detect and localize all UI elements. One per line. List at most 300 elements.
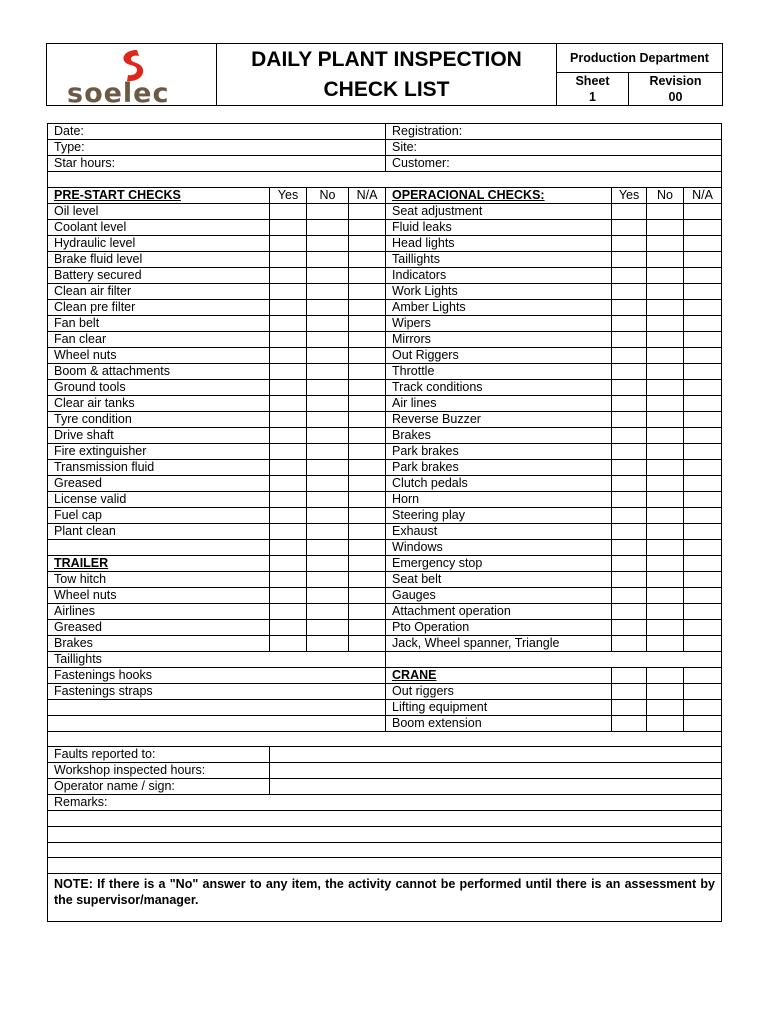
site-field[interactable]: Site: xyxy=(386,140,722,156)
right-no-box[interactable] xyxy=(647,619,684,635)
title-line-2: CHECK LIST xyxy=(323,77,450,101)
table-row xyxy=(48,172,722,188)
right-na-box[interactable] xyxy=(684,427,722,443)
faults-input[interactable] xyxy=(270,747,722,763)
left-no-box[interactable] xyxy=(307,219,349,235)
table-row xyxy=(48,443,722,459)
left-yes-box[interactable] xyxy=(270,411,307,427)
sheet-label: Sheet xyxy=(575,73,610,88)
left-yes-box[interactable] xyxy=(270,315,307,331)
left-no-box[interactable] xyxy=(307,283,349,299)
left-no-box[interactable] xyxy=(307,571,349,587)
right-no-box[interactable] xyxy=(647,699,684,715)
remarks-line[interactable] xyxy=(48,858,722,874)
right-no-box[interactable] xyxy=(647,683,684,699)
sheet-info xyxy=(557,72,629,105)
revision-label: Revision xyxy=(649,73,702,88)
left-no-box[interactable] xyxy=(307,331,349,347)
right-na-box[interactable] xyxy=(684,235,722,251)
sheet-value: 1 xyxy=(589,89,596,104)
right-yes-box[interactable] xyxy=(612,699,647,715)
left-no-box[interactable] xyxy=(307,555,349,571)
title-line-1: DAILY PLANT INSPECTION xyxy=(251,47,522,71)
right-yes-box[interactable] xyxy=(612,347,647,363)
table-row xyxy=(48,251,722,267)
table-row xyxy=(48,427,722,443)
left-no-box[interactable] xyxy=(307,235,349,251)
right-na-box[interactable] xyxy=(684,315,722,331)
right-yes-box[interactable] xyxy=(612,539,647,555)
left-na-box[interactable] xyxy=(349,635,386,651)
left-yes-box[interactable] xyxy=(270,587,307,603)
right-na-box[interactable] xyxy=(684,363,722,379)
left-yes-box[interactable] xyxy=(270,507,307,523)
document-title xyxy=(217,44,557,105)
right-na-box[interactable] xyxy=(684,475,722,491)
table-row xyxy=(48,619,722,635)
right-na-box[interactable] xyxy=(684,299,722,315)
right-no-box[interactable] xyxy=(647,715,684,731)
table-row xyxy=(48,827,722,843)
table-row xyxy=(48,842,722,858)
right-na-box[interactable] xyxy=(684,699,722,715)
pre-start-item-label: Plant clean xyxy=(48,523,270,539)
right-no-box[interactable] xyxy=(647,603,684,619)
left-na-box[interactable] xyxy=(349,603,386,619)
left-na-box[interactable] xyxy=(349,443,386,459)
operational-item-label: Clutch pedals xyxy=(386,475,612,491)
right-yes-box[interactable] xyxy=(612,603,647,619)
left-no-box[interactable] xyxy=(307,523,349,539)
operational-item-label: Pto Operation xyxy=(386,619,612,635)
right-na-box[interactable] xyxy=(684,331,722,347)
left-no-box[interactable] xyxy=(307,347,349,363)
left-na-box[interactable] xyxy=(349,219,386,235)
right-na-box[interactable] xyxy=(684,443,722,459)
na-column-header: N/A xyxy=(349,187,386,203)
left-na-box[interactable] xyxy=(349,427,386,443)
right-no-box[interactable] xyxy=(647,315,684,331)
left-no-box[interactable] xyxy=(307,603,349,619)
right-yes-box[interactable] xyxy=(612,299,647,315)
blank-label xyxy=(48,539,270,555)
crane-heading: CRANE xyxy=(386,667,612,683)
table-row xyxy=(48,587,722,603)
left-no-box[interactable] xyxy=(307,203,349,219)
table-row xyxy=(48,124,722,140)
trailer-item-label: Fastenings hooks xyxy=(48,667,386,683)
pre-start-item-label: Fan clear xyxy=(48,331,270,347)
operational-item-label: Indicators xyxy=(386,267,612,283)
table-row xyxy=(48,283,722,299)
table-row xyxy=(48,858,722,874)
left-yes-box[interactable] xyxy=(270,555,307,571)
empty-left-cell xyxy=(48,715,386,731)
pre-start-item-label: Wheel nuts xyxy=(48,347,270,363)
table-row xyxy=(48,363,722,379)
table-row xyxy=(48,140,722,156)
left-yes-box[interactable] xyxy=(270,603,307,619)
pre-start-item-label: Fuel cap xyxy=(48,507,270,523)
remarks-line[interactable] xyxy=(48,842,722,858)
left-yes-box[interactable] xyxy=(270,619,307,635)
right-no-box[interactable] xyxy=(647,379,684,395)
remarks-line[interactable] xyxy=(48,827,722,843)
right-yes-box[interactable] xyxy=(612,235,647,251)
right-na-box[interactable] xyxy=(684,459,722,475)
operational-item-label: Out riggers xyxy=(386,683,612,699)
left-no-box[interactable] xyxy=(307,411,349,427)
right-no-box[interactable] xyxy=(647,267,684,283)
left-no-box[interactable] xyxy=(307,459,349,475)
right-yes-box[interactable] xyxy=(612,571,647,587)
left-yes-box[interactable] xyxy=(270,251,307,267)
table-row xyxy=(48,475,722,491)
right-na-box[interactable] xyxy=(684,539,722,555)
left-no-box[interactable] xyxy=(307,475,349,491)
left-na-box[interactable] xyxy=(349,299,386,315)
left-na-box[interactable] xyxy=(349,475,386,491)
right-na-box[interactable] xyxy=(684,283,722,299)
left-yes-box[interactable] xyxy=(270,347,307,363)
right-yes-box[interactable] xyxy=(612,395,647,411)
left-no-box[interactable] xyxy=(307,507,349,523)
right-na-box[interactable] xyxy=(684,267,722,283)
operational-item-label: Park brakes xyxy=(386,459,612,475)
right-yes-box[interactable] xyxy=(612,219,647,235)
right-no-box[interactable] xyxy=(647,667,684,683)
right-na-box[interactable] xyxy=(684,507,722,523)
right-na-box[interactable] xyxy=(684,203,722,219)
left-yes-box[interactable] xyxy=(270,395,307,411)
trailer-heading: TRAILER xyxy=(48,555,270,571)
right-no-box[interactable] xyxy=(647,411,684,427)
left-na-box[interactable] xyxy=(349,203,386,219)
right-yes-box[interactable] xyxy=(612,411,647,427)
right-no-box[interactable] xyxy=(647,427,684,443)
table-row xyxy=(48,187,722,203)
registration-field[interactable]: Registration: xyxy=(386,124,722,140)
right-no-box[interactable] xyxy=(647,507,684,523)
table-row xyxy=(48,811,722,827)
left-yes-box[interactable] xyxy=(270,331,307,347)
operational-item-label: Horn xyxy=(386,491,612,507)
right-yes-box[interactable] xyxy=(612,283,647,299)
right-yes-box[interactable] xyxy=(612,427,647,443)
right-yes-box[interactable] xyxy=(612,555,647,571)
table-row xyxy=(48,507,722,523)
operational-item-label: Seat adjustment xyxy=(386,203,612,219)
pre-start-item-label: Clean pre filter xyxy=(48,299,270,315)
pre-start-item-label: Brakes xyxy=(48,635,270,651)
right-na-box[interactable] xyxy=(684,219,722,235)
left-no-box[interactable] xyxy=(307,619,349,635)
right-na-box[interactable] xyxy=(684,251,722,267)
right-yes-box[interactable] xyxy=(612,203,647,219)
left-no-box[interactable] xyxy=(307,379,349,395)
table-row xyxy=(48,667,722,683)
right-yes-box[interactable] xyxy=(612,667,647,683)
right-yes-box[interactable] xyxy=(612,331,647,347)
left-na-box[interactable] xyxy=(349,283,386,299)
table-row xyxy=(48,715,722,731)
right-no-box[interactable] xyxy=(647,587,684,603)
logo xyxy=(47,44,217,109)
right-yes-box[interactable] xyxy=(612,683,647,699)
table-row xyxy=(48,635,722,651)
table-row xyxy=(48,523,722,539)
right-no-box[interactable] xyxy=(647,251,684,267)
table-row xyxy=(48,411,722,427)
operational-item-label: Park brakes xyxy=(386,443,612,459)
right-na-box[interactable] xyxy=(684,395,722,411)
right-yes-box[interactable] xyxy=(612,635,647,651)
left-no-box[interactable] xyxy=(307,395,349,411)
right-na-box[interactable] xyxy=(684,571,722,587)
left-na-box[interactable] xyxy=(349,267,386,283)
faults-label: Faults reported to: xyxy=(48,747,270,763)
right-na-box[interactable] xyxy=(684,603,722,619)
pre-start-item-label: Ground tools xyxy=(48,379,270,395)
right-no-box[interactable] xyxy=(647,491,684,507)
remarks-line[interactable] xyxy=(48,811,722,827)
star-hours-field[interactable]: Star hours: xyxy=(48,156,386,172)
left-yes-box[interactable] xyxy=(270,379,307,395)
right-na-box[interactable] xyxy=(684,523,722,539)
date-field[interactable]: Date: xyxy=(48,124,386,140)
left-yes-box[interactable] xyxy=(270,571,307,587)
right-yes-box[interactable] xyxy=(612,507,647,523)
left-yes-box[interactable] xyxy=(270,219,307,235)
pre-start-item-label: Clear air tanks xyxy=(48,395,270,411)
right-na-box[interactable] xyxy=(684,587,722,603)
left-yes-box[interactable] xyxy=(270,523,307,539)
left-yes-box[interactable] xyxy=(270,635,307,651)
right-na-box[interactable] xyxy=(684,635,722,651)
left-na-box[interactable] xyxy=(349,587,386,603)
left-no-box[interactable] xyxy=(307,315,349,331)
table-row xyxy=(48,731,722,747)
pre-start-item-label: Tow hitch xyxy=(48,571,270,587)
left-na-box[interactable] xyxy=(349,571,386,587)
left-yes-box[interactable] xyxy=(270,459,307,475)
table-row xyxy=(48,347,722,363)
remarks-label[interactable]: Remarks: xyxy=(48,795,722,811)
left-no-box[interactable] xyxy=(307,267,349,283)
left-yes-box[interactable] xyxy=(270,283,307,299)
left-no-box[interactable] xyxy=(307,539,349,555)
blank-right-row xyxy=(386,651,722,667)
operational-item-label: Lifting equipment xyxy=(386,699,612,715)
table-row xyxy=(48,683,722,699)
left-no-box[interactable] xyxy=(307,427,349,443)
pre-start-item-label: License valid xyxy=(48,491,270,507)
operator-label: Operator name / sign: xyxy=(48,779,270,795)
right-na-box[interactable] xyxy=(684,347,722,363)
left-yes-box[interactable] xyxy=(270,267,307,283)
left-na-box[interactable] xyxy=(349,555,386,571)
table-row xyxy=(48,539,722,555)
operator-sign-input[interactable] xyxy=(270,779,722,795)
left-yes-box[interactable] xyxy=(270,491,307,507)
operational-item-label: Seat belt xyxy=(386,571,612,587)
pre-start-item-label: Battery secured xyxy=(48,267,270,283)
document-header xyxy=(46,43,723,109)
left-yes-box[interactable] xyxy=(270,539,307,555)
right-no-box[interactable] xyxy=(647,571,684,587)
right-na-box[interactable] xyxy=(684,379,722,395)
spacer-row xyxy=(48,172,722,188)
left-yes-box[interactable] xyxy=(270,475,307,491)
table-row xyxy=(48,571,722,587)
right-yes-box[interactable] xyxy=(612,523,647,539)
left-yes-box[interactable] xyxy=(270,299,307,315)
left-na-box[interactable] xyxy=(349,331,386,347)
table-row xyxy=(48,874,722,922)
customer-field[interactable]: Customer: xyxy=(386,156,722,172)
operational-item-label: Head lights xyxy=(386,235,612,251)
checklist-table xyxy=(47,123,722,922)
left-yes-box[interactable] xyxy=(270,235,307,251)
right-no-box[interactable] xyxy=(647,235,684,251)
left-na-box[interactable] xyxy=(349,315,386,331)
right-yes-box[interactable] xyxy=(612,363,647,379)
left-no-box[interactable] xyxy=(307,299,349,315)
right-no-box[interactable] xyxy=(647,299,684,315)
left-no-box[interactable] xyxy=(307,363,349,379)
left-na-box[interactable] xyxy=(349,539,386,555)
right-na-box[interactable] xyxy=(684,491,722,507)
right-yes-box[interactable] xyxy=(612,475,647,491)
empty-left-cell xyxy=(48,699,386,715)
pre-start-item-label: Oil level xyxy=(48,203,270,219)
left-na-box[interactable] xyxy=(349,459,386,475)
left-yes-box[interactable] xyxy=(270,203,307,219)
right-no-box[interactable] xyxy=(647,363,684,379)
right-no-box[interactable] xyxy=(647,203,684,219)
right-no-box[interactable] xyxy=(647,555,684,571)
left-no-box[interactable] xyxy=(307,635,349,651)
revision-info xyxy=(629,72,722,105)
left-na-box[interactable] xyxy=(349,411,386,427)
left-na-box[interactable] xyxy=(349,363,386,379)
right-yes-box[interactable] xyxy=(612,715,647,731)
right-na-box[interactable] xyxy=(684,411,722,427)
right-no-box[interactable] xyxy=(647,459,684,475)
operational-item-label: Work Lights xyxy=(386,283,612,299)
table-row xyxy=(48,555,722,571)
right-yes-box[interactable] xyxy=(612,251,647,267)
right-no-box[interactable] xyxy=(647,539,684,555)
right-na-box[interactable] xyxy=(684,683,722,699)
table-row xyxy=(48,395,722,411)
right-no-box[interactable] xyxy=(647,523,684,539)
pre-start-item-label: Brake fluid level xyxy=(48,251,270,267)
right-yes-box[interactable] xyxy=(612,443,647,459)
left-no-box[interactable] xyxy=(307,491,349,507)
right-yes-box[interactable] xyxy=(612,619,647,635)
yes-column-header: Yes xyxy=(270,187,307,203)
pre-start-item-label: Fire extinguisher xyxy=(48,443,270,459)
pre-start-item-label: Airlines xyxy=(48,603,270,619)
table-row xyxy=(48,779,722,795)
brand-name: soelec xyxy=(67,78,170,109)
right-no-box[interactable] xyxy=(647,283,684,299)
left-na-box[interactable] xyxy=(349,379,386,395)
right-na-box[interactable] xyxy=(684,667,722,683)
right-no-box[interactable] xyxy=(647,219,684,235)
right-no-box[interactable] xyxy=(647,475,684,491)
table-row xyxy=(48,331,722,347)
right-yes-box[interactable] xyxy=(612,315,647,331)
no-column-header: No xyxy=(307,187,349,203)
workshop-input[interactable] xyxy=(270,763,722,779)
right-yes-box[interactable] xyxy=(612,267,647,283)
right-no-box[interactable] xyxy=(647,331,684,347)
right-no-box[interactable] xyxy=(647,395,684,411)
table-row xyxy=(48,795,722,811)
pre-start-item-label: Greased xyxy=(48,475,270,491)
type-field[interactable]: Type: xyxy=(48,140,386,156)
table-row xyxy=(48,379,722,395)
left-na-box[interactable] xyxy=(349,251,386,267)
left-no-box[interactable] xyxy=(307,443,349,459)
left-no-box[interactable] xyxy=(307,251,349,267)
left-na-box[interactable] xyxy=(349,395,386,411)
operational-item-label: Attachment operation xyxy=(386,603,612,619)
trailer-item-label: Taillights xyxy=(48,651,386,667)
workshop-label: Workshop inspected hours: xyxy=(48,763,270,779)
right-no-box[interactable] xyxy=(647,635,684,651)
left-no-box[interactable] xyxy=(307,587,349,603)
operational-item-label: Wipers xyxy=(386,315,612,331)
pre-start-item-label: Fan belt xyxy=(48,315,270,331)
right-yes-box[interactable] xyxy=(612,491,647,507)
operational-item-label: Exhaust xyxy=(386,523,612,539)
note-text: NOTE: If there is a "No" answer to any item, the activity cannot be performed until there is an assessment by the supervisor/manager. xyxy=(48,874,722,922)
right-yes-box[interactable] xyxy=(612,379,647,395)
no-column-header: No xyxy=(647,187,684,203)
left-na-box[interactable] xyxy=(349,619,386,635)
left-na-box[interactable] xyxy=(349,507,386,523)
left-na-box[interactable] xyxy=(349,523,386,539)
left-na-box[interactable] xyxy=(349,235,386,251)
right-na-box[interactable] xyxy=(684,555,722,571)
table-row xyxy=(48,203,722,219)
operational-item-label: Taillights xyxy=(386,251,612,267)
left-yes-box[interactable] xyxy=(270,363,307,379)
right-na-box[interactable] xyxy=(684,715,722,731)
operational-item-label: Fluid leaks xyxy=(386,219,612,235)
left-yes-box[interactable] xyxy=(270,427,307,443)
left-yes-box[interactable] xyxy=(270,443,307,459)
operational-checks-heading: OPERACIONAL CHECKS: xyxy=(386,187,612,203)
table-row xyxy=(48,299,722,315)
right-no-box[interactable] xyxy=(647,347,684,363)
right-no-box[interactable] xyxy=(647,443,684,459)
operational-item-label: Emergency stop xyxy=(386,555,612,571)
table-row xyxy=(48,156,722,172)
table-row xyxy=(48,651,722,667)
pre-start-item-label: Coolant level xyxy=(48,219,270,235)
operational-item-label: Windows xyxy=(386,539,612,555)
left-na-box[interactable] xyxy=(349,347,386,363)
right-yes-box[interactable] xyxy=(612,587,647,603)
left-na-box[interactable] xyxy=(349,491,386,507)
right-yes-box[interactable] xyxy=(612,459,647,475)
pre-start-item-label: Drive shaft xyxy=(48,427,270,443)
right-na-box[interactable] xyxy=(684,619,722,635)
